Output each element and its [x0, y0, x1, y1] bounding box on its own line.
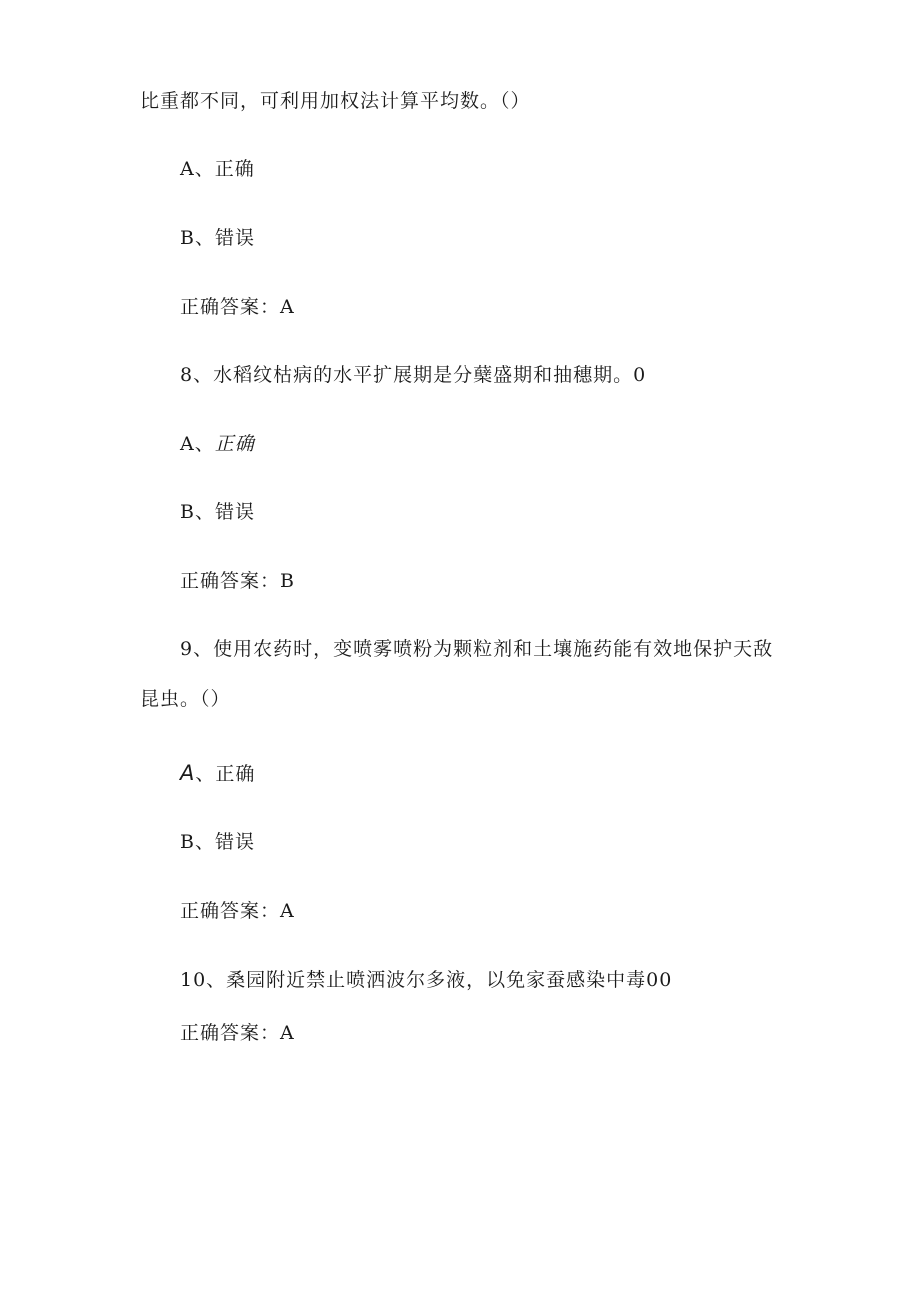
q7-option-a: A、正确 — [180, 158, 255, 180]
q8-option-a — [180, 432, 255, 456]
q8-option-b: B、错误 — [180, 501, 255, 523]
q7-question-continuation: 比重都不同，可利用加权法计算平均数。（） — [140, 90, 531, 112]
q9-question-line1: 9、使用农药时，变喷雾喷粉为颗粒剂和土壤施药能有效地保护天敌 — [180, 638, 774, 660]
q9-option-a-letter: A — [180, 761, 196, 785]
q7-answer: 正确答案：A — [180, 296, 295, 318]
q10-question: 10、桑园附近禁止喷洒波尔多液，以免家蚕感染中毒00 — [180, 969, 673, 991]
q8-option-a-prefix: A、 — [180, 433, 215, 455]
q8-option-a-text: 正确 — [214, 433, 255, 455]
q8-answer: 正确答案：B — [180, 570, 295, 592]
q9-option-b: B、错误 — [180, 831, 255, 853]
q7-option-b: B、错误 — [180, 227, 255, 249]
q9-option-a-text: 、正确 — [195, 763, 256, 785]
q9-option-a — [180, 761, 255, 786]
q9-answer: 正确答案：A — [180, 900, 295, 922]
q10-answer: 正确答案：A — [180, 1022, 295, 1044]
q8-question: 8、水稻纹枯病的水平扩展期是分蘖盛期和抽穗期。0 — [180, 364, 647, 386]
q9-question-line2: 昆虫。（） — [140, 688, 231, 710]
